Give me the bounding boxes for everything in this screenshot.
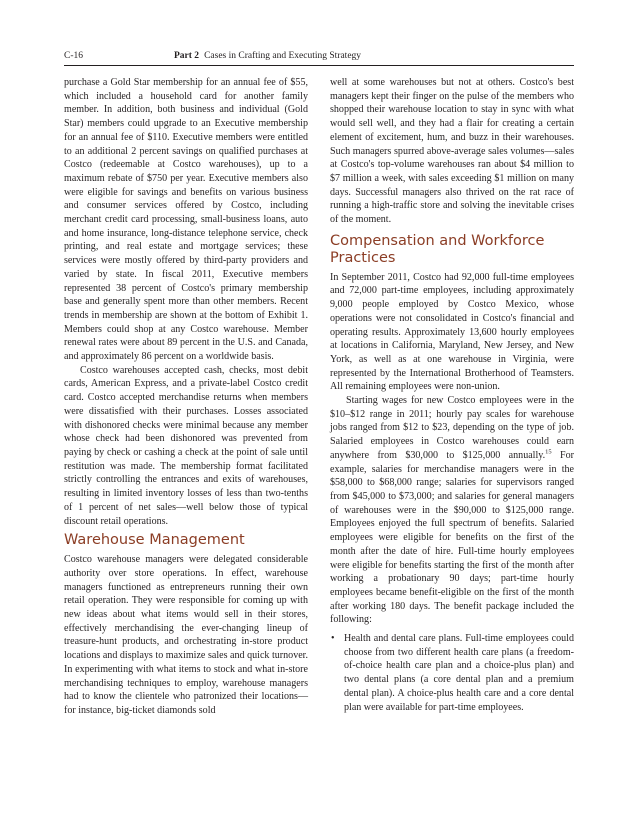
section-heading-compensation: Compensation and Workforce Practices <box>330 232 545 266</box>
part-title: Cases in Crafting and Executing Strategy <box>204 51 362 61</box>
part-label <box>174 51 361 61</box>
paragraph: Costco warehouse managers were delegated considerable authority over store operations. In effect, warehouse managers functioned as entrepreneurs running their own retail operation. They were responsible for coming up with new ideas about what items would sell in their stores, effectively merchandising the ever-changing lineup of treasure-hunt products, and orchestrating in-store product locations and displays to maximize sales and quick turnover. In experimenting with what items to stock and what in-store merchandising techniques to employ, warehouse managers had to know the clientele who patronized their locations—for instance, big-ticket diamonds sold <box>64 554 308 716</box>
paragraph: well at some warehouses but not at others. Costco's best managers kept their finger on the pulse of the members who shopped their warehouse location to stay in sync with what would sell well, and they had a flair for creating a certain element of excitement, hum, and buzz in their warehouses. Such managers spurred above-average sales volumes—sales at Costco's top-volume warehouses ran about $4 million to $7 million a week, with sales exceeding $1 million on many days. Successful managers also thrived on the rat race of running a high-traffic store and solving the inevitable crises of the moment. <box>330 77 574 226</box>
list-item: • Health and dental care plans. Full-time employees could choose from two different health care plans (a freedom-of-choice health care plan and a choice-plus plan) and two dental plans (a core dental plan and a premium dental plan). A choice-plus health care and a core dental plan were available for part-time employees. <box>330 632 574 714</box>
paragraph <box>330 394 574 627</box>
running-header <box>64 51 574 65</box>
paragraph: purchase a Gold Star membership for an annual fee of $55, which included a household card for another family member. In addition, both business and individual (Gold Star) members could upgrade to an Executive membership for an annual fee of $110. Executive members were entitled to an additional 2 percent savings on qualified purchases at Costco (redeemable at Costco warehouses), up to a maximum rebate of $750 per year. Executive members also were eligible for savings and benefits on various business and consumer services offered by Costco, including merchant credit card processing, small-business loans, auto and home insurance, long-distance telephone service, check printing, and real estate and mortgage services; these services were mostly offered by third-party providers and varied by state. In fiscal 2011, Executive members represented 38 percent of Costco's primary membership base and generally spent more than other members. Recent trends in membership are shown at the bottom of Exhibit 1. Members could shop at any Costco warehouse. Member renewal rates were about 89 percent in the U.S. and Canada, and approximately 86 percent on a worldwide basis. <box>64 77 308 363</box>
paragraph-text: For example, salaries for merchandise managers were in the $58,000 to $68,000 range; salaries for supervisors ranged from $45,000 to $73,000; and salaries for general managers of warehouses were in the $90,000 to $125,000 range. Employees enjoyed the full spectrum of benefits. Salaried employees were eligible for benefits on the first of the month after the date of hire. Full-time hourly employees were eligible for benefits starting the first of the month after working a probationary 90 days; part-time hourly employees became benefit-eligible on the first of the month after working 180 days. The benefit package included the following: <box>330 449 574 626</box>
paragraph-text: Starting wages for new Costco employees were in the $10–$12 range in 2011; hourly pay scales for warehouse jobs ranged from $12 to $23, depending on the type of job. Salaried employees in Costco warehouses could earn anywhere from $30,000 to $125,000 annually. <box>330 395 574 461</box>
paragraph: In September 2011, Costco had 92,000 full-time employees and 72,000 part-time employees, including approximately 9,000 people employed by Costco Mexico, whose operations were not consolidated in Costco's financial and operating results. Approximately 13,600 hourly employees at locations in California, Maryland, New Jersey, and New York, as well as at one warehouse in Virginia, were represented by the International Brotherhood of Teamsters. All remaining employees were non-union. <box>330 271 574 393</box>
page-number: C-16 <box>64 51 83 61</box>
part-number: Part 2 <box>174 51 200 61</box>
footnote-marker: 15 <box>545 448 552 456</box>
header-rule <box>64 65 574 66</box>
left-column <box>64 76 308 718</box>
benefit-list <box>330 632 574 714</box>
right-column <box>330 76 574 714</box>
section-heading-warehouse-management: Warehouse Management <box>64 532 245 549</box>
paragraph: Costco warehouses accepted cash, checks, most debit cards, American Express, and a private-label Costco credit card. Costco accepted merchandise returns when members were dissatisfied with their purchases. Losses associated with dishonored checks were minimal because any member whose check had been dishonored was prevented from paying by check or cashing a check at the point of sale until restitution was made. The membership format facilitated strictly controlling the entrances and exits of warehouses, resulting in limited inventory losses of less than two-tenths of 1 percent of net sales—well below those of typical discount retail operations. <box>64 364 308 527</box>
